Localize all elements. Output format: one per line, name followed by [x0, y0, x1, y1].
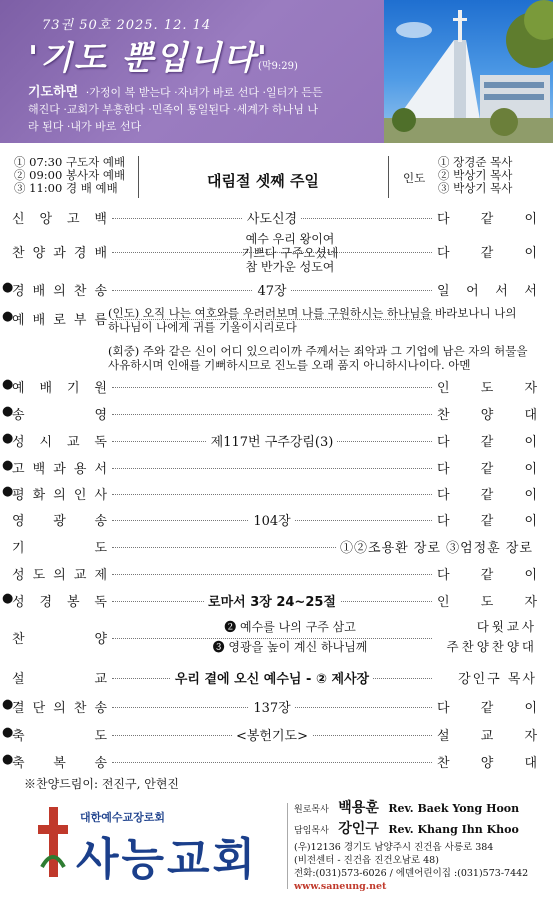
church-building-photo — [384, 0, 553, 143]
order-content: 104장 — [112, 510, 432, 529]
service-leader: ③ 박상기 목사 — [438, 181, 513, 195]
order-label: ● 예 배 기 원 — [2, 377, 107, 396]
bullet-icon: ● — [2, 458, 14, 473]
order-row — [2, 588, 537, 610]
order-row — [12, 205, 537, 227]
service-times — [14, 156, 125, 195]
leader-tag: (인도) — [108, 306, 140, 320]
order-row — [2, 428, 537, 450]
address-line: (우)12136 경기도 남양주시 진건읍 사릉로 384 — [294, 842, 494, 853]
bullet-icon: ● — [2, 752, 14, 767]
divider — [287, 803, 288, 889]
service-time: ② 09:00 봉사자 예배 — [14, 168, 126, 182]
service-leader: ② 박상기 목사 — [438, 168, 513, 182]
order-label: ● 결 단 의 찬 송 — [2, 697, 107, 716]
order-row — [2, 749, 537, 771]
order-content: 137장 — [112, 697, 432, 716]
order-row — [2, 401, 537, 423]
dotted-leader — [112, 387, 432, 388]
order-label: ● 송 영 — [2, 404, 107, 423]
order-performer: 다 같 이 — [437, 488, 537, 503]
pastor-role: 담임목사 — [294, 826, 329, 836]
order-label: ● 예 배 로 부 름 — [2, 309, 107, 328]
order-row — [2, 455, 537, 477]
dotted-leader — [112, 468, 432, 469]
choir-performer: 주찬양찬양대 — [446, 639, 537, 654]
order-row — [2, 694, 537, 716]
prayer-leaders: ①②조용환 장로 ③엄정훈 장로 — [192, 537, 537, 556]
prayer-blessings — [28, 84, 328, 135]
dotted-leader — [112, 494, 432, 495]
bullet-icon: ● — [2, 697, 14, 712]
order-performer: 다 같 이 — [437, 246, 537, 261]
order-label: ● 평 화 의 인 사 — [2, 484, 107, 503]
praise-song: 기쁘다 구주오셨네 — [241, 246, 339, 260]
divider — [138, 156, 139, 198]
praise-songs — [190, 232, 390, 274]
pastor-name: 백용훈 — [338, 800, 379, 816]
order-label: 설 교 — [12, 672, 107, 687]
order-performer: 다 같 이 — [437, 568, 537, 583]
verse-reference: (막9:29) — [258, 61, 298, 72]
bullet-icon: ● — [2, 309, 14, 324]
leader-label: 인도 — [403, 171, 426, 185]
order-label: 신 앙 고 백 — [12, 212, 107, 227]
order-performer: 일 어 서 서 — [437, 284, 537, 299]
choir-song: ❸ 영광을 높이 계신 하나님께 — [212, 640, 368, 654]
bullet-icon: ● — [2, 404, 14, 419]
order-content: <봉헌기도> — [112, 725, 432, 744]
order-row — [2, 722, 537, 744]
order-row — [12, 665, 537, 687]
dotted-leader — [112, 762, 432, 763]
bullet-icon: ● — [2, 591, 14, 606]
order-row — [2, 277, 537, 299]
bulletin-title: '기도 뿐입니다' — [28, 38, 269, 77]
pastor-name: 강인구 — [338, 821, 379, 837]
order-content: 우리 곁에 오신 예수님 - ② 제사장 — [112, 668, 432, 687]
order-performer: 다 같 이 — [437, 514, 537, 529]
leader-text: 오직 나는 여호와를 우러러보며 나를 구원하시는 하나님을 바라보나니 나의 하나님이 나에게 귀를 기울이시리로다 — [108, 306, 517, 334]
order-content: 로마서 3장 24~25절 — [112, 591, 432, 610]
pastor-english-name: Rev. Baek Yong Hoon — [388, 802, 520, 815]
denomination: 대한예수교장로회 — [80, 811, 166, 824]
order-performer: 다 같 이 — [437, 435, 537, 450]
bullet-icon: ● — [2, 484, 14, 499]
call-congregation — [108, 344, 528, 372]
sunday-title: 대림절 셋째 주일 — [207, 172, 319, 190]
church-name: 사능교회 — [76, 834, 259, 885]
choir-song: ❷ 예수를 나의 구주 삼고 — [224, 620, 356, 634]
bullet-icon: ● — [2, 377, 14, 392]
service-leaders — [438, 156, 512, 195]
choir-performer: 다윗교사 — [476, 619, 537, 634]
prayer-text: ·가정이 복 받는다 ·자녀가 바로 선다 ·일터가 든든해진다 ·교회가 부흥한다 ·민족이 통일된다 ·세계가 하나님 나라 된다 ·내가 바로 선다 — [28, 86, 323, 133]
lead-pastor — [294, 820, 549, 841]
pastor-role: 원로목사 — [294, 805, 329, 815]
pastor-english-name: Rev. Khang Ihn Khoo — [388, 823, 519, 836]
order-content: 사도신경 — [112, 208, 432, 227]
order-row — [12, 507, 537, 529]
issue-number: 73권 50호 2025. 12. 14 — [42, 18, 212, 33]
order-label: ● 축 복 송 — [2, 752, 107, 771]
order-performer: 인 도 자 — [437, 595, 537, 610]
order-label: 영 광 송 — [12, 514, 107, 529]
praise-song: 예수 우리 왕이여 — [245, 232, 335, 246]
order-label: ● 경 배 의 찬 송 — [2, 280, 107, 299]
bullet-icon: ● — [2, 725, 14, 740]
order-label: 찬 양 — [12, 632, 107, 647]
choir-performers — [420, 617, 537, 657]
service-info — [0, 150, 553, 202]
order-row — [2, 481, 537, 503]
order-performer: 다 같 이 — [437, 462, 537, 477]
order-label: ● 축 도 — [2, 725, 107, 744]
church-footer — [0, 793, 553, 900]
order-performer: 다 같 이 — [437, 212, 537, 227]
order-performer: 찬 양 대 — [437, 408, 537, 423]
order-performer: 찬 양 대 — [437, 756, 537, 771]
cross-icon — [38, 807, 68, 877]
order-label: 기 도 — [12, 541, 107, 556]
order-label: ● 고 백 과 용 서 — [2, 458, 107, 477]
order-performer: 설 교 자 — [437, 729, 537, 744]
order-label: 찬 양 과 경 배 — [12, 246, 107, 261]
church-address — [294, 841, 549, 893]
bullet-icon: ● — [2, 431, 14, 446]
call-leader — [108, 306, 528, 334]
order-row — [2, 374, 537, 396]
order-performer: 인 도 자 — [437, 381, 537, 396]
choir-songs — [190, 617, 390, 657]
address-line: (비전센터 - 진건읍 진건오남로 48) — [294, 855, 439, 866]
bulletin-header — [0, 0, 553, 143]
pastors — [294, 799, 549, 841]
church-logo — [18, 797, 284, 893]
order-label: 성 도 의 교 제 — [12, 568, 107, 583]
dotted-leader — [112, 574, 432, 575]
praise-song: 참 반가운 성도여 — [245, 260, 335, 274]
phone-line: 전화:(031)573-6026 / 에덴어린이집 :(031)573-7442 — [294, 868, 529, 879]
website-link[interactable]: www.saneung.net — [294, 881, 387, 892]
dotted-leader — [112, 414, 432, 415]
service-time: ③ 11:00 경 배 예배 — [14, 181, 118, 195]
order-content: 47장 — [112, 280, 432, 299]
order-label: ● 성 시 교 독 — [2, 431, 107, 450]
service-leader: ① 장경준 목사 — [438, 155, 513, 169]
prayer-lead: 기도하면 — [28, 85, 79, 100]
order-row — [12, 534, 537, 556]
congregation-text: 주와 같은 신이 어디 있으리이까 주께서는 죄악과 그 기업에 남은 자의 허물을 사유하시며 인애를 기뻐하시므로 진노를 오래 품지 아니하시나이다. 아멘 — [108, 344, 528, 372]
congregation-tag: (회중) — [108, 344, 140, 358]
order-content: 제117번 구주강림(3) — [112, 431, 432, 450]
order-performer: 다 같 이 — [437, 701, 537, 716]
order-performer: 강인구 목사 — [458, 672, 537, 687]
order-row — [12, 561, 537, 583]
order-label: ● 성 경 봉 독 — [2, 591, 107, 610]
senior-pastor — [294, 799, 549, 820]
music-credit: ※찬양드림이: 전진구, 안현진 — [24, 777, 179, 791]
service-time: ① 07:30 구도자 예배 — [14, 155, 126, 169]
divider — [388, 156, 389, 198]
bullet-icon: ● — [2, 280, 14, 295]
